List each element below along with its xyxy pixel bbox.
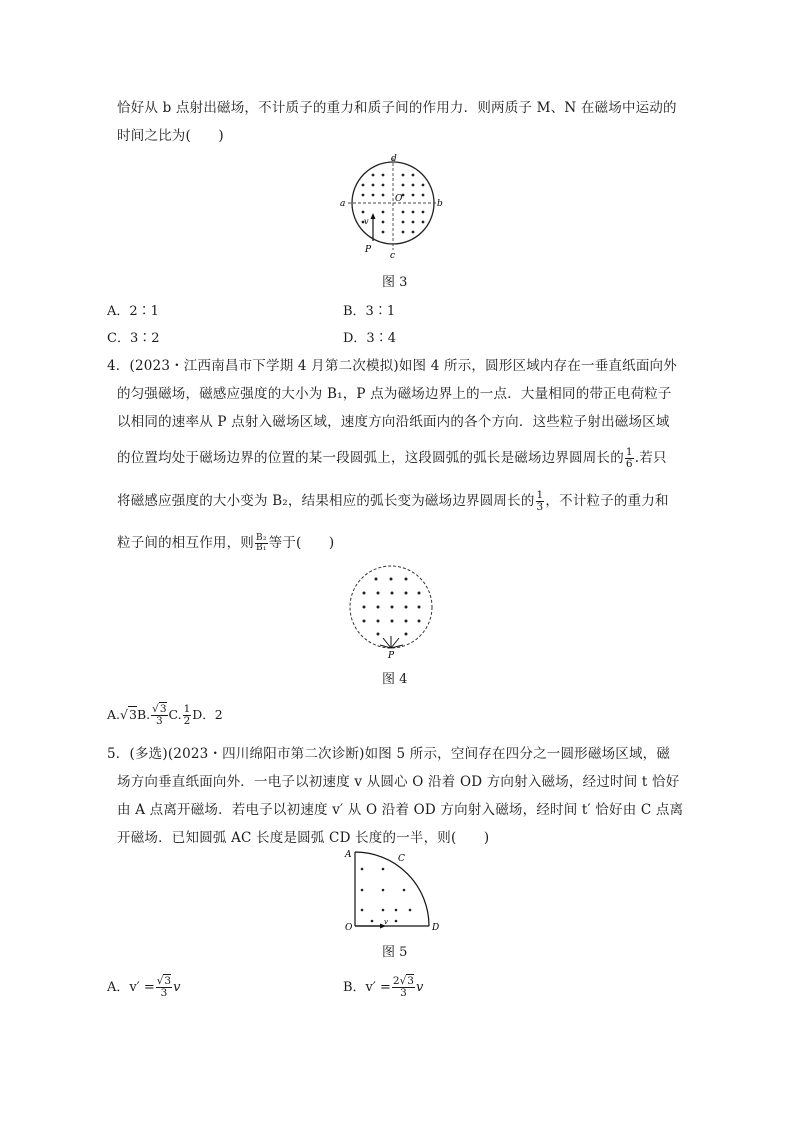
frac-num: 3 [407, 975, 414, 987]
velocity-arrows-fig4 [380, 636, 403, 648]
q5-option-a [107, 976, 180, 999]
label-a: a [340, 199, 346, 209]
q4-line-1: 4．(2023・江西南昌市下学期 4 月第二次模拟)如图 4 所示，圆形区域内存在一垂直纸面向外 [107, 358, 677, 374]
label-d: D [432, 923, 440, 933]
q4-line-6-tail: 等于( ) [268, 535, 335, 551]
figure-5-caption: 图 5 [382, 945, 408, 960]
label-c: c [390, 251, 396, 260]
frac-num: B₂ [256, 533, 267, 543]
q4-option-a-label: A. [107, 707, 121, 722]
q3-line-1: 恰好从 b 点射出磁场，不计质子的重力和质子间的作用力．则两质子 M、N 在磁场中运动的 [117, 100, 677, 116]
label-o: O [345, 923, 353, 933]
q4-line-6 [117, 531, 334, 553]
q4-line-2: 的匀强磁场，磁感应强度的大小为 B₁，P 点为磁场边界上的一点．大量相同的带正电荷粒子 [117, 386, 672, 402]
q5-line-1: 5．(多选)(2023・四川绵阳市第二次诊断)如图 5 所示，空间存在四分之一圆形磁场区域，磁 [107, 746, 671, 762]
q4-line-6-text: 粒子间的相互作用，则 [117, 535, 254, 551]
q5-option-b-value: $\frac{2√3}{3}$ [392, 975, 414, 999]
figure-3-caption: 图 3 [382, 275, 408, 290]
frac-num: 1 [183, 703, 191, 715]
q4-line-5 [117, 489, 669, 513]
q4-option-c-value [183, 704, 192, 727]
q3-option-a: A．2∶1 [107, 304, 159, 319]
label-p: P [365, 245, 372, 255]
fraction-one-third [536, 490, 545, 513]
figure-3 [338, 152, 448, 260]
q5-option-b [343, 976, 423, 999]
frac-den: 3 [160, 987, 168, 999]
q4-line-4-tail: .若只 [634, 450, 667, 466]
q4-line-4 [117, 446, 667, 470]
q3-line-2: 时间之比为( ) [117, 128, 224, 144]
label-c: C [398, 854, 405, 864]
frac-den: 3 [536, 501, 544, 513]
label-d: d [391, 154, 397, 164]
frac-den: 2 [183, 715, 191, 727]
q3-option-d: D．3∶4 [343, 331, 396, 346]
q4-line-4-text: 的位置均处于磁场边界的位置的某一段圆弧上，这段圆弧的弧长是磁场边界圆周长的 [117, 450, 624, 466]
fraction-b2-over-b1 [255, 534, 268, 553]
figure-4-caption: 图 4 [382, 672, 408, 687]
label-v: v [384, 918, 388, 926]
q4-line-5-text: 将磁感应强度的大小变为 B₂，结果相应的弧长变为磁场边界圆周长的 [117, 493, 535, 509]
fraction-one-sixth [625, 447, 634, 470]
q5-option-a-tail: v [173, 980, 181, 995]
frac-num: 1 [625, 446, 633, 458]
frac-coef: 2 [392, 975, 400, 987]
q5-option-a-value: $\frac{√3}{3}$ [156, 975, 172, 999]
figure-5 [338, 846, 448, 936]
field-dots-fig4 [363, 578, 421, 636]
figure-4 [346, 562, 438, 660]
q5-line-3: 由 A 点离开磁场．若电子以初速度 v′ 从 O 沿着 OD 方向射入磁场，经时间 t′ 恰好由 C 点离 [117, 802, 684, 818]
label-a: A [345, 850, 352, 860]
q4-line-5-tail: ，不计粒子的重力和 [545, 493, 669, 509]
q5-line-4: 开磁场．已知圆弧 AC 长度是圆弧 CD 长度的一半，则( ) [117, 830, 490, 846]
label-v: v [364, 217, 369, 226]
q4-option-c-label: C. [168, 707, 182, 722]
frac-den: 3 [400, 987, 407, 999]
q5-line-2: 场方向垂直纸面向外．一电子以初速度 v 从圆心 O 沿着 OD 方向射入磁场，经过时间 t 恰好 [117, 774, 680, 790]
q3-option-c: C．3∶2 [107, 331, 160, 346]
frac-den: B₁ [256, 543, 267, 553]
frac-den: 6 [625, 458, 633, 470]
q4-option-d: D．2 [192, 707, 223, 722]
q5-option-b-tail: v [415, 980, 424, 995]
q3-option-b: B．3∶1 [343, 304, 396, 319]
frac-num: 3 [159, 703, 167, 715]
frac-den: 3 [155, 715, 163, 727]
field-dots-fig5 [361, 868, 412, 923]
label-p: P [388, 651, 395, 660]
q4-options-row: A.√3B. $\frac{√3}{3}$ C. $\frac{1}{2}$ D．2 [107, 703, 223, 727]
q4-line-3: 以相同的速率从 P 点射入磁场区域，速度方向沿纸面内的各个方向．这些粒子射出磁场区域 [117, 414, 670, 430]
q5-option-b-label: B．v′ = [343, 980, 391, 995]
frac-num: 3 [164, 975, 172, 987]
q4-option-b-value: $\frac{√3}{3}$ [152, 703, 167, 727]
label-o: O [395, 194, 403, 204]
q4-option-a-value: 3 [128, 707, 137, 722]
frac-num: 1 [536, 489, 544, 501]
q5-option-a-label: A．v′ = [107, 980, 155, 995]
label-b: b [437, 199, 443, 209]
q4-option-b-label: B. [136, 707, 151, 722]
